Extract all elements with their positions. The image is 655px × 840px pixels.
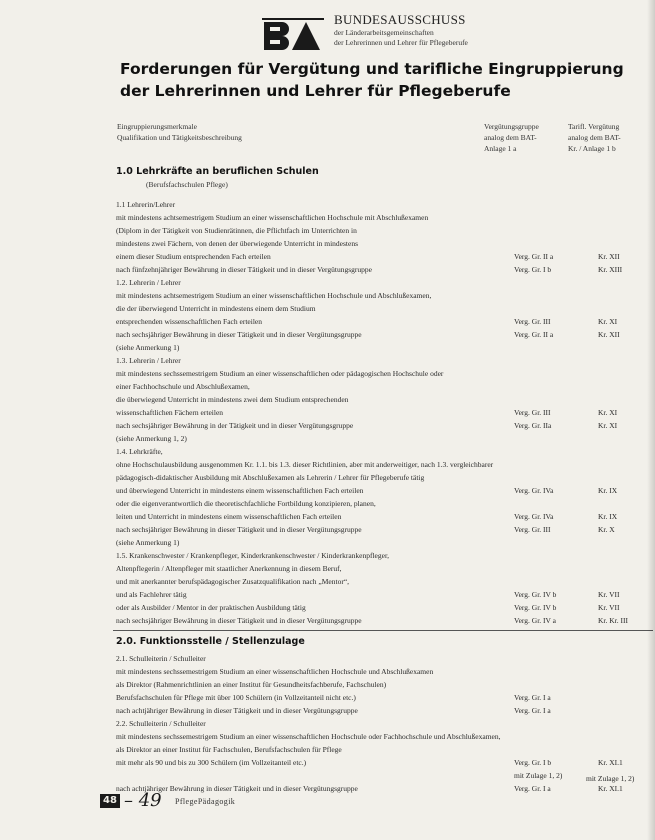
table-row: pädagogisch-didaktischer Ausbildung mit Abschlußexamen als Lehrerin / Lehrer für Pflegeberufe tätig — [116, 473, 425, 482]
table-row: mit mindestens achtsemestrigem Studium an einer wissenschaftlichen Hochschule und Abschlußexamen, — [116, 291, 432, 300]
header-col3-line1: Tarifl. Vergütung — [568, 122, 620, 131]
title-line-2: der Lehrerinnen und Lehrer für Pflegeberufe — [120, 82, 511, 100]
page-number: 48 — [100, 794, 120, 808]
table-row: (Diplom in der Tätigkeit von Studienrätinnen, die Pflichtfach im Unterrichten in — [116, 226, 357, 235]
handwritten-annotation: – 49 — [124, 790, 162, 811]
table-row: 1.2. Lehrerin / Lehrer — [116, 278, 181, 287]
table-row: einer Fachhochschule und Abschlußexamen, — [116, 382, 250, 391]
header-col1-line1: Eingruppierungsmerkmale — [117, 122, 197, 131]
section-1-heading: 1.0 Lehrkräfte an beruflichen Schulen — [116, 166, 319, 177]
table-row: 1.5. Krankenschwester / Krankenpfleger, Kinderkrankenschwester / Kinderkrankenpfleger, — [116, 551, 390, 560]
table-row: mindestens zwei Fächern, von denen der überwiegende Unterricht in mindestens — [116, 239, 359, 248]
table-row: und überwiegend Unterricht in mindestens einem wissenschaftlichen Fach erteilen Verg. Gr. IVa Kr. IX — [116, 486, 618, 495]
header-col2-line1: Vergütungsgruppe — [484, 122, 539, 131]
org-line-2: der Lehrerinnen und Lehrer für Pflegeberufe — [334, 38, 468, 47]
table-row: (siehe Anmerkung 1) — [116, 343, 180, 352]
table-row: wissenschaftlichen Fächern erteilen Verg. Gr. III Kr. XI — [116, 408, 618, 417]
table-row: mit mindestens sechssemestrigem Studium an einer wissenschaftlichen oder pädagogischen Hochschule oder — [116, 369, 444, 378]
table-row: nach sechsjähriger Bewährung in der Tätigkeit und in dieser Vergütungsgruppe Verg. Gr. IIa Kr. XI — [116, 421, 618, 430]
table-row: oder die eigenverantwortlich die theoretischfachliche Fortbildung konzipieren, planen, — [116, 499, 376, 508]
table-row: mit Zulage 1, 2) — [514, 771, 563, 780]
page-edge-shadow — [647, 0, 655, 840]
table-row: die überwiegend Unterricht in mindestens zwei dem Studium entsprechenden — [116, 395, 349, 404]
header-col1-line2: Qualifikation und Tätigkeitsbeschreibung — [117, 133, 242, 142]
table-row: leiten und Unterricht in mindestens einem wissenschaftlichen Fach erteilen Verg. Gr. IVa Kr. IX — [116, 512, 618, 521]
table-row: nach achtjähriger Bewährung in dieser Tätigkeit und in dieser Vergütungsgruppe Verg. Gr. I a — [116, 706, 551, 715]
table-row: nach sechsjähriger Bewährung in dieser Tätigkeit und in dieser Vergütungsgruppe Verg. Gr. IV a Kr. Kr. III — [116, 616, 628, 625]
table-row: nach fünfzehnjähriger Bewährung in dieser Tätigkeit und in dieser Vergütungsgruppe Verg. Gr. I b Kr. XIII — [116, 265, 623, 274]
table-row: mit mindestens sechssemestrigem Studium an einer wissenschaftlichen Hochschule und Abschlußexamen — [116, 667, 434, 676]
table-row: nach sechsjähriger Bewährung in dieser Tätigkeit und in dieser Vergütungsgruppe Verg. Gr. II a Kr. XII — [116, 330, 620, 339]
table-row: 2.1. Schulleiterin / Schulleiter — [116, 654, 206, 663]
ba-logo — [262, 14, 324, 52]
table-row: mit Zulage 1, 2) — [586, 774, 635, 783]
section-divider — [113, 630, 653, 631]
table-row: 1.4. Lehrkräfte, — [116, 447, 163, 456]
org-line-1: der Länderarbeitsgemeinschaften — [334, 28, 434, 37]
header-col3-line2: analog dem BAT- — [568, 133, 621, 142]
section-2-heading: 2.0. Funktionsstelle / Stellenzulage — [116, 636, 305, 647]
table-row: 1.1 Lehrerin/Lehrer — [116, 200, 176, 209]
table-row: und mit anerkannter berufspädagogischer Zusatzqualifikation nach „Mentor“, — [116, 577, 350, 586]
table-row: nach sechsjähriger Bewährung in dieser Tätigkeit und in dieser Vergütungsgruppe Verg. Gr. III Kr. X — [116, 525, 615, 534]
table-row: Berufsfachschulen für Pflege mit über 100 Schülern (in Vollzeitanteil nicht etc.) Verg. Gr. I a — [116, 693, 551, 702]
table-row: 2.2. Schulleiterin / Schulleiter — [116, 719, 206, 728]
title-line-1: Forderungen für Vergütung und tarifliche Eingruppierung — [120, 60, 624, 78]
table-row: nach achtjähriger Bewährung in dieser Tätigkeit und in dieser Vergütungsgruppe Verg. Gr. I a Kr. XI.1 — [116, 784, 623, 793]
org-name: BUNDESAUSSCHUSS — [334, 12, 466, 27]
table-row: mit mindestens achtsemestrigem Studium an einer wissenschaftlichen Hochschule mit Abschlußexamen — [116, 213, 429, 222]
header-col3-line3: Kr. / Anlage 1 b — [568, 144, 616, 153]
table-row: mit mindestens sechssemestrigem Studium an einer wissenschaftlichen Hochschule oder Fachhochschule und Abschlußexamen, — [116, 732, 501, 741]
table-row: die der überwiegend Unterricht in mindestens einem dem Studium — [116, 304, 316, 313]
header-col2-line3: Anlage 1 a — [484, 144, 517, 153]
table-row: (siehe Anmerkung 1, 2) — [116, 434, 187, 443]
section-1-sub: (Berufsfachschulen Pflege) — [146, 180, 228, 189]
table-row: mit mehr als 90 und bis zu 300 Schülern (im Vollzeitanteil etc.) Verg. Gr. I b Kr. XI.1 — [116, 758, 623, 767]
table-row: (siehe Anmerkung 1) — [116, 538, 180, 547]
header-col2-line2: analog dem BAT- — [484, 133, 537, 142]
publication-name: PflegePädagogik — [175, 797, 236, 806]
table-row: Altenpflegerin / Altenpfleger mit staatlicher Anerkennung in diesem Beruf, — [116, 564, 342, 573]
table-row: oder als Ausbilder / Mentor in der praktischen Ausbildung tätig Verg. Gr. IV b Kr. VII — [116, 603, 620, 612]
table-row: und als Fachlehrer tätig Verg. Gr. IV b Kr. VII — [116, 590, 620, 599]
table-row: ohne Hochschulausbildung ausgenommen Kr. 1.1. bis 1.3. dieser Richtlinien, aber mit anderweitiger, nach 1.3. vergleichbarer — [116, 460, 494, 469]
table-row: entsprechenden wissenschaftlichen Fach erteilen Verg. Gr. III Kr. XI — [116, 317, 618, 326]
table-row: als Direktor an einer Institut für Fachschulen, Berufsfachschulen für Pflege — [116, 745, 342, 754]
table-row: einem dieser Studium entsprechenden Fach erteilen Verg. Gr. II a Kr. XII — [116, 252, 620, 261]
table-row: als Direktor (Rahmenrichtlinien an einer Institut für Gesundheitsfachberufe, Fachschulen) — [116, 680, 387, 689]
table-row: 1.3. Lehrerin / Lehrer — [116, 356, 181, 365]
